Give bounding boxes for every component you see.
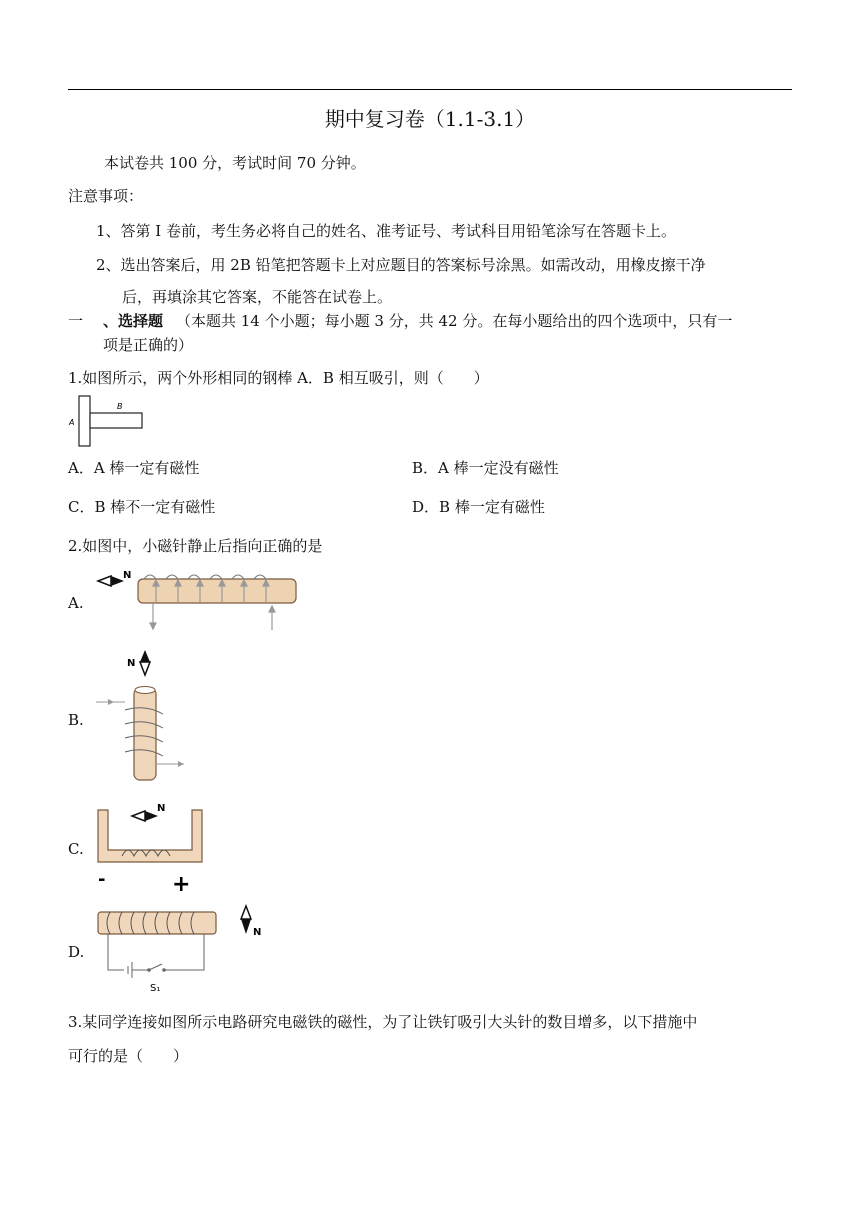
q1-option-a: A．A 棒一定有磁性 <box>68 459 200 477</box>
compass-needle-icon <box>127 650 150 675</box>
note-1: 1、答第 I 卷前，考生务必将自己的姓名、准考证号、考试科目用铅笔涂写在答题卡上。 <box>96 222 677 240</box>
minus-terminal: - <box>98 869 106 890</box>
figure-label-a: A <box>69 418 75 427</box>
q2-option-b-label: B. <box>68 711 84 729</box>
compass-needle-icon <box>241 906 261 938</box>
q1-stem: 1.如图所示，两个外形相同的钢棒 A．B 相互吸引，则（ ） <box>68 369 489 387</box>
section-description: （本题共 14 个小题；每小题 3 分，共 42 分。在每小题给出的四个选项中，只有一 <box>176 312 733 330</box>
page-title: 期中复习卷（1.1-3.1） <box>324 107 536 131</box>
switch-circuit-figure <box>94 904 274 1000</box>
plus-terminal: + <box>172 872 191 896</box>
solenoid-figure-a <box>94 568 304 636</box>
note-2: 2、选出答案后，用 2B 铅笔把答题卡上对应题目的答案标号涂黑。如需改动，用橡皮擦干净 <box>96 256 706 274</box>
q1-option-b: B．A 棒一定没有磁性 <box>412 459 559 477</box>
u-magnet-figure <box>94 796 214 896</box>
bar-magnet-figure <box>66 394 148 450</box>
figure-label-b: B <box>117 402 123 411</box>
compass-needle-icon <box>98 570 131 586</box>
svg-text:N: N <box>157 803 166 814</box>
svg-text:N: N <box>123 570 132 581</box>
q2-option-a-label: A. <box>68 594 84 612</box>
q1-option-d: D．B 棒一定有磁性 <box>412 498 545 516</box>
exam-intro: 本试卷共 100 分，考试时间 70 分钟。 <box>104 154 366 172</box>
svg-text:N: N <box>253 927 262 938</box>
header-rule <box>68 89 792 90</box>
q2-option-d-label: D. <box>68 943 85 961</box>
q2-option-c-label: C. <box>68 840 84 858</box>
section-number: 一 <box>68 312 84 330</box>
section-title: 、选择题 <box>103 312 164 330</box>
solenoid-figure-b <box>94 648 194 788</box>
svg-text:N: N <box>127 658 136 669</box>
notes-header: 注意事项： <box>68 187 144 205</box>
q1-option-c: C．B 棒不一定有磁性 <box>68 498 216 516</box>
switch-label: S₁ <box>150 983 161 994</box>
section-description-continued: 项是正确的） <box>103 336 194 354</box>
compass-needle-icon <box>132 803 165 821</box>
q3-stem-line-1: 3.某同学连接如图所示电路研究电磁铁的磁性，为了让铁钉吸引大头针的数目增多，以下措施中 <box>68 1013 698 1031</box>
q2-stem: 2.如图中，小磁针静止后指向正确的是 <box>68 537 323 555</box>
q3-stem-line-2: 可行的是（ ） <box>68 1047 189 1065</box>
note-2-continued: 后，再填涂其它答案，不能答在试卷上。 <box>122 288 393 306</box>
